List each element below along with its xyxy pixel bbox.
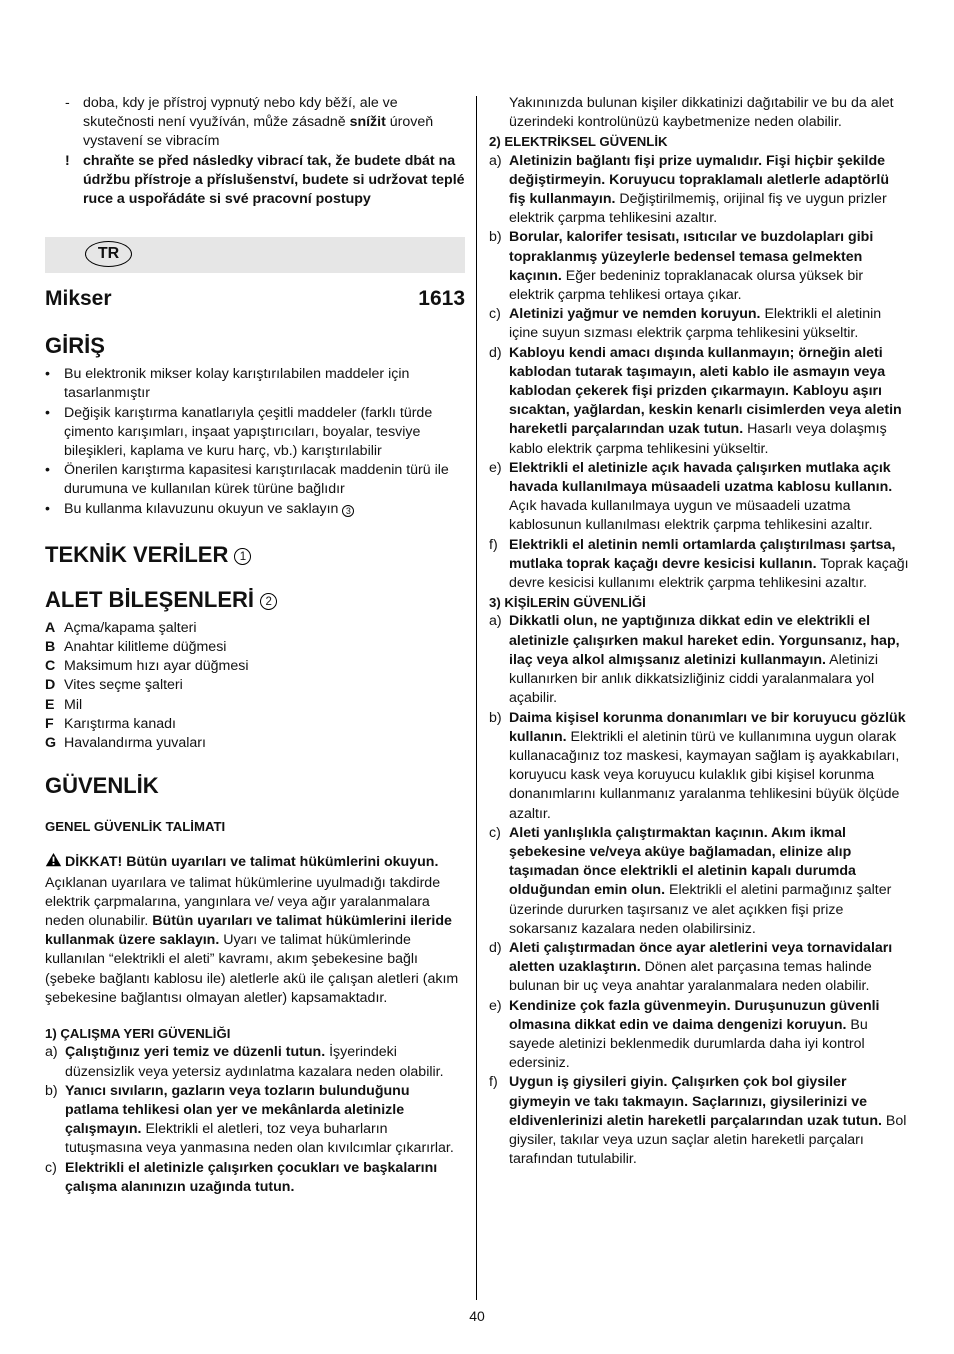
personal-item-text: Dikkatli olun, ne yaptığınıza dikkat edin ve elektrikli el aletinizle çalışırken makul hareket edin. Yorgunsanız, hap, ilaç veya alkol almışsanız aletinizi kullanmayın. Aletinizi kullanırken bir anlık dikkatsizliğiniz ciddi yaralanmalara yol açabilir.: [509, 613, 900, 707]
personal-item-text: Daima kişisel korunma donanımları ve bir koruyucu gözlük kullanın. Elektrikli el aletinin türü ve kullanımına uygun olarak kullanacağınız toz maskesi, kaymayan sağlam iş ayakkabıları, koruyucu kask veya koruyucu kulaklık gibi kişisel korunma donanımlarını kullanmanız yaralanma tehlikesini büyük ölçüde azaltır.: [509, 709, 906, 822]
czech-item-marker: !: [65, 152, 70, 169]
part-item-marker: A: [45, 619, 56, 636]
page-number: 40: [469, 1308, 485, 1324]
work-item: [45, 1082, 465, 1159]
electrical-item: [489, 228, 909, 305]
personal-item: [489, 1073, 909, 1169]
electrical-item-marker: c): [489, 306, 501, 323]
right-column: [489, 94, 909, 1169]
intro-bullet-marker: •: [45, 404, 50, 421]
part-item-marker: F: [45, 715, 54, 732]
product-name: Mikser: [45, 287, 112, 311]
work-item-text: Çalıştığınız yeri temiz ve düzenli tutun. İşyerindeki düzensizlik veya yetersiz aydınlatma kazalara neden olabilir.: [65, 1044, 444, 1080]
czech-item-text: doba, kdy je přístroj vypnutý nebo kdy běží, ale ve skutečnosti není využíván, může zásadně snížit úroveň vystavení se vibracím: [83, 95, 434, 150]
personal-item-marker: d): [489, 939, 502, 956]
work-item-marker: b): [45, 1082, 58, 1099]
work-c-continued: Yakınınızda bulunan kişiler dikkatinizi dağıtabilir ve bu da alet üzerindeki kontrolünüzü kaybetmenize neden olabilir.: [509, 95, 894, 131]
intro-bullet-text: Bu kullanma kılavuzunu okuyun ve saklayın 3: [64, 500, 465, 519]
personal-list: [489, 612, 909, 1169]
part-item-text: Açma/kapama şalteri: [64, 619, 197, 636]
work-item: [45, 1159, 465, 1197]
electrical-item: [489, 536, 909, 594]
intro-bullet-text: Önerilen karıştırma kapasitesi karıştırılacak maddenin türü ile durumuna ve kullanılan kürek türüne bağlıdır: [64, 462, 449, 498]
electrical-heading: 2) ELEKTRİKSEL GÜVENLİK: [489, 134, 668, 150]
personal-item: [489, 709, 909, 824]
parts-title: ALET BİLEŞENLERİ: [45, 586, 255, 612]
personal-item: [489, 997, 909, 1074]
part-item-marker: G: [45, 735, 57, 752]
general-safety-heading: GENEL GÜVENLİK TALİMATI: [45, 819, 226, 835]
warning-paragraph: [45, 852, 465, 1008]
parts-heading: [45, 586, 465, 614]
warning-text: DİKKAT! Bütün uyarıları ve talimat hükümlerini okuyun. Açıklanan uyarılara ve talimat hükümlerine uyulmadığı takdirde elektrik çarpmalarına, yangınlara ve/ veya ağır yaralanmalara neden olunabilir. Bütün uyarıları ve talimat hükümlerini ileride kullanmak üzere saklayın. Uyarı ve talimat hükümlerinde kullanılan “elektrikli el aleti” kavramı, akım şebekesine bağlı (şebeke bağlantı kablosu ile) aletlerle akü ile çalışan aletleri (akım şebekesine bağlantısı olmayan aletler) kapsamaktadır.: [45, 854, 459, 1006]
parts-figure-ref: 2: [260, 593, 277, 610]
electrical-item-text: Kabloyu kendi amacı dışında kullanmayın; örneğin aleti kablodan tutarak taşımayın, aleti kablo ile asmayın veya kablodan çekerek fişi prizden çıkarmayın. Kabloyu aşırı sıcaktan, yağlardan, keskin kenarlı cisimlerden veya aletin hareketli parçalarından uzak tutun. Hasarlı veya dolaşmış kablo elektrik çarpma tehlikesini yükseltir.: [509, 344, 902, 457]
electrical-item-marker: f): [489, 536, 498, 553]
electrical-item-text: Aletinizi yağmur ve nemden koruyun. Elektrikli el aletinin içine suyun sızması elektrik çarpma tehlikesini yükseltir.: [509, 306, 882, 342]
personal-item-text: Aleti yanlışlıkla çalıştırmaktan kaçının. Akım ikmal şebekesine ve/veya aküye bağlamadan, elinize alıp taşımadan önce elektrikli el aletinin kapalı durumda olduğundan emin olun. Elektrikli el aletini parmağınız şalter üzerinde dururken taşırsanız ve alet açıkken fişi prize sokarsanız kazalara neden olabilirsiniz.: [509, 824, 892, 937]
electrical-list: [489, 152, 909, 594]
personal-item-marker: f): [489, 1074, 498, 1091]
part-item-marker: E: [45, 696, 55, 713]
intro-bullet: [45, 404, 465, 462]
work-item-text: Elektrikli el aletinizle çalışırken çocukları ve başkalarını çalışma alanınızın uzağında tutun.: [65, 1159, 438, 1195]
electrical-item: [489, 305, 909, 343]
work-area-list: [45, 1043, 465, 1197]
electrical-item-marker: b): [489, 229, 502, 246]
intro-bullet-list: [45, 365, 465, 519]
electrical-item-text: Elektrikli el aletinizle açık havada çalışırken mutlaka açık havada kullanılmaya müsaadeli uzatma kablosu kullanın. Açık havada kullanılmaya uygun ve müsaadeli uzatma kablosunun kullanılması elektrik çarpma tehlikesini azaltır.: [509, 459, 893, 534]
czech-item-text: chraňte se před následky vibrací tak, že budete dbát na údržbu přístroje a příslušenství, budete si udržovat teplé ruce a uspořádáte si své pracovní postupy: [83, 152, 465, 208]
czech-item: [45, 94, 465, 152]
electrical-item-text: Elektrikli el aletinin nemli ortamlarda çalıştırılması şartsa, mutlaka toprak kaçağı devre kesicisi kullanın. Toprak kaçağı devre kesicisi kullanımı elektrik çarpma tehlikesini azaltır.: [509, 536, 909, 592]
intro-bullet-marker: •: [45, 366, 50, 383]
electrical-item: [489, 344, 909, 459]
intro-bullet: [45, 461, 465, 499]
intro-bullet-marker: •: [45, 500, 50, 517]
part-item-marker: B: [45, 639, 56, 656]
part-item-text: Karıştırma kanadı: [64, 715, 176, 732]
intro-bullet-text: Değişik karıştırma kanatlarıyla çeşitli maddeler (farklı türde çimento karışımları, inşaat yapıştırıcıları, boyalar, tesviye bileşikleri, kaplama ve kuru harç, vb.) karıştırılabilir: [64, 404, 433, 460]
electrical-item: [489, 152, 909, 229]
electrical-item-marker: e): [489, 459, 502, 476]
work-item-marker: c): [45, 1159, 57, 1176]
personal-item-marker: a): [489, 613, 502, 630]
part-item: [45, 657, 465, 676]
warning-triangle-icon: [45, 852, 62, 873]
safety-heading: GÜVENLİK: [45, 773, 159, 799]
czech-vibration-list: [45, 94, 465, 209]
part-item-text: Vites seçme şalteri: [64, 677, 183, 694]
column-divider: [476, 96, 477, 1300]
electrical-item-marker: a): [489, 152, 502, 169]
personal-item-marker: c): [489, 824, 501, 841]
personal-item-text: Aleti çalıştırmadan önce ayar aletlerini veya tornavidaları aletten uzaklaştırın. Dönen alet parçasına temas halinde bulunan bir uç veya anahtar yaralanmalara neden olabilir.: [509, 939, 893, 995]
part-item: [45, 676, 465, 695]
language-banner: [45, 237, 465, 273]
electrical-item-text: Aletinizin bağlantı fişi prize uymalıdır. Fişi hiçbir şekilde değiştirmeyin. Koruyucu topraklamalı aletlerle adaptörlü fiş kullanmayın. Değiştirilmemiş, orijinal fiş ve uygun prizler elektrik çarpma tehlikesini azaltır.: [509, 152, 890, 227]
part-item: [45, 696, 465, 715]
part-item: [45, 734, 465, 753]
personal-item-marker: e): [489, 997, 502, 1014]
tech-figure-ref: 1: [234, 548, 251, 565]
intro-bullet: [45, 500, 465, 519]
intro-figure-ref: 3: [342, 505, 354, 517]
part-item: [45, 619, 465, 638]
work-item: [45, 1043, 465, 1081]
parts-list: [45, 619, 465, 753]
part-item-text: Anahtar kilitleme düğmesi: [64, 639, 227, 656]
tech-heading: [45, 541, 465, 569]
product-heading: [45, 286, 465, 312]
electrical-item-text: Borular, kalorifer tesisatı, ısıtıcılar ve buzdolapları gibi topraklanmış yüzeylerle bedensel temasa gelmekten kaçının. Eğer bedeniniz topraklanacak olursa yüksek bir elektrik çarpma tehlikesi ortaya çıkar.: [509, 229, 874, 304]
work-item-marker: a): [45, 1044, 58, 1061]
part-item: [45, 638, 465, 657]
product-number: 1613: [418, 287, 465, 311]
tech-title: TEKNİK VERİLER: [45, 541, 229, 567]
personal-item-marker: b): [489, 709, 502, 726]
work-item-text: Yanıcı sıvıların, gazların veya tozların bulunduğunu patlama tehlikesi olan yer ve mekânlarda aletinizle çalışmayın. Elektrikli el aletleri, toz veya buharların tutuşmasına veya yanmasına neden olan kıvılcımlar çıkarırlar.: [65, 1082, 454, 1157]
part-item-text: Mil: [64, 696, 83, 713]
part-item-marker: C: [45, 658, 56, 675]
work-area-heading: 1) ÇALIŞMA YERI GÜVENLİĞI: [45, 1026, 231, 1042]
czech-item-marker: -: [65, 95, 70, 111]
intro-bullet: [45, 365, 465, 403]
part-item-marker: D: [45, 677, 56, 694]
personal-item: [489, 612, 909, 708]
personal-heading: 3) KİŞİLERİN GÜVENLİĞİ: [489, 595, 646, 611]
part-item: [45, 715, 465, 734]
left-column: [45, 94, 465, 1197]
electrical-item-marker: d): [489, 344, 502, 361]
intro-heading: GİRİŞ: [45, 333, 105, 359]
intro-bullet-marker: •: [45, 462, 50, 479]
part-item-text: Maksimum hızı ayar düğmesi: [64, 658, 249, 675]
part-item-text: Havalandırma yuvaları: [64, 735, 206, 752]
personal-item: [489, 824, 909, 939]
czech-item: [45, 152, 465, 210]
personal-item-text: Kendinize çok fazla güvenmeyin. Duruşunuzun güvenli olmasına dikkat edin ve daima dengenizi koruyun. Bu sayede aletinizi beklenmedik durumlarda daha iyi kontrol edersiniz.: [509, 997, 880, 1072]
personal-item: [489, 939, 909, 997]
personal-item-text: Uygun iş giysileri giyin. Çalışırken çok bol giysiler giymeyin ve takı takmayın. Saçlarınızı, giysilerinizi ve eldivenlerinizi aletin hareketli parçalarından uzak tutun. Bol giysiler, takılar veya uzun saçlar aletin hareketli parçaları tarafından tutulabilir.: [509, 1074, 907, 1168]
language-badge: TR: [85, 241, 132, 267]
intro-bullet-text: Bu elektronik mikser kolay karıştırılabilen maddeler için tasarlanmıştır: [64, 366, 410, 402]
electrical-item: [489, 459, 909, 536]
